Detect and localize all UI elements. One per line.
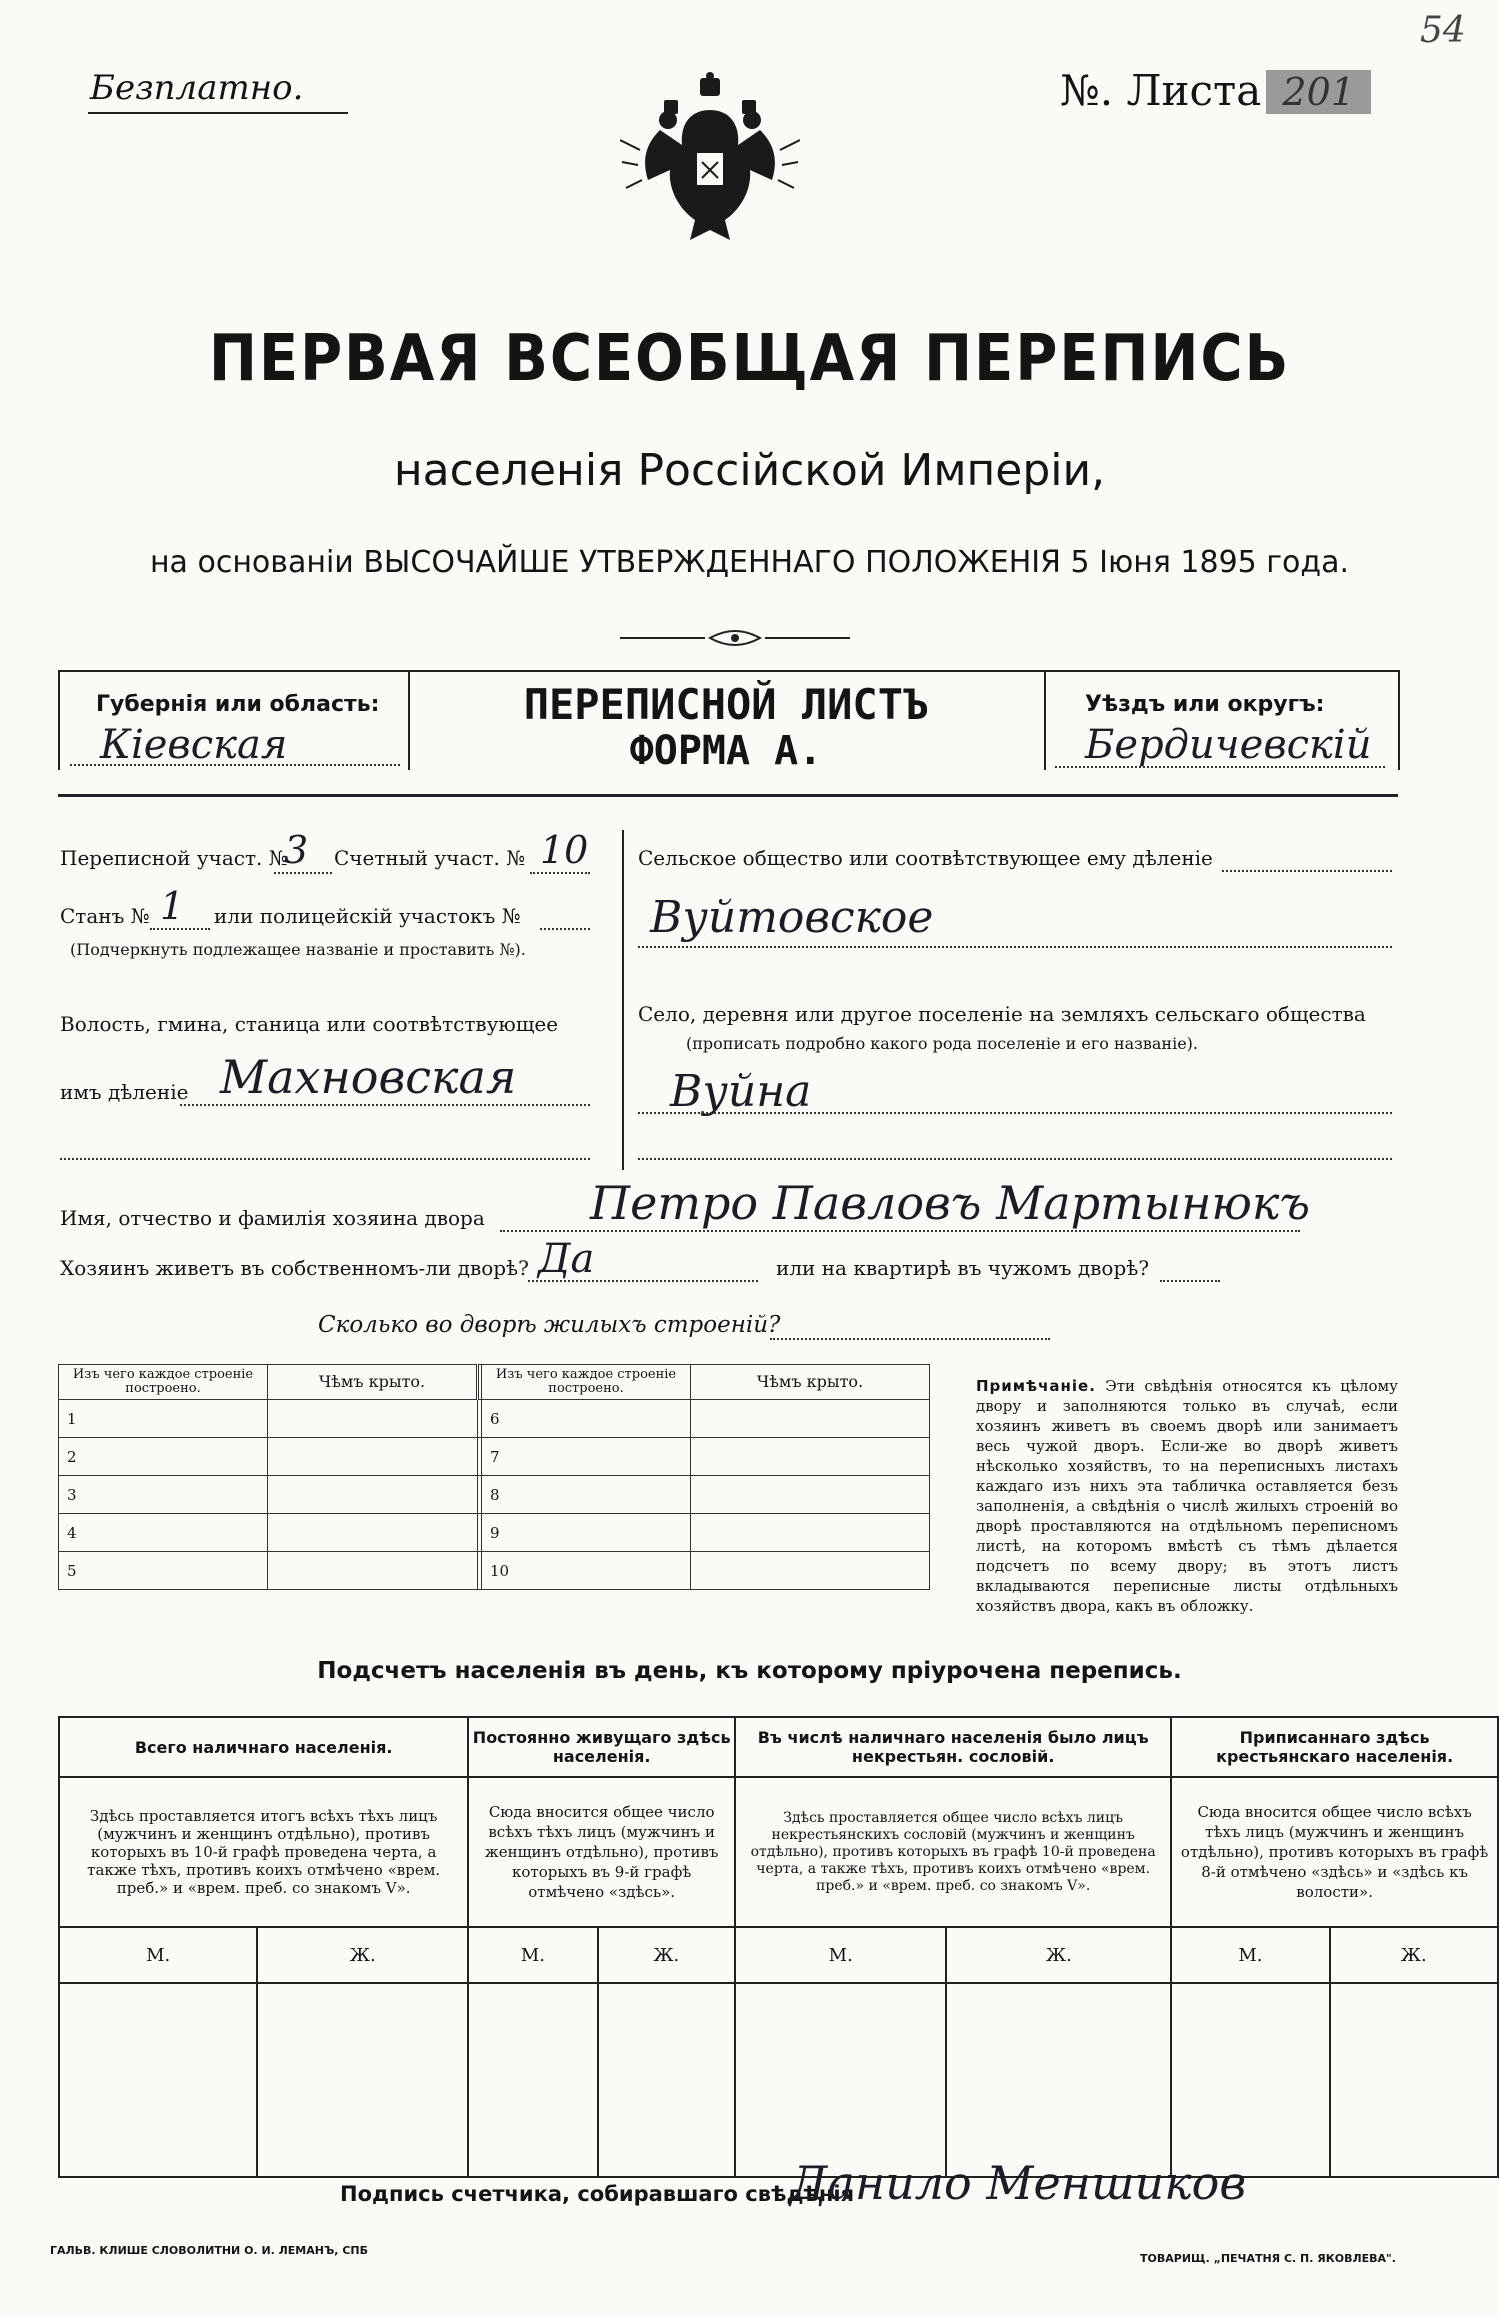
col-material-right: Изъ чего каждое строеніе построено. (482, 1365, 691, 1400)
volost-value: Махновская (220, 1050, 517, 1104)
legal-basis: на основаніи ВЫСОЧАЙШЕ УТВЕРЖДЕННАГО ПОЛОЖЕНІЯ 5 Іюня 1895 года. (149, 545, 1350, 580)
sheet-title: ПЕРЕПИСНОЙ ЛИСТЪ (523, 680, 929, 729)
village-label: Село, деревня или другое поселеніе на земляхъ сельскаго общества (638, 1002, 1366, 1026)
free-label: Безплатно. (90, 68, 304, 108)
census-area-label: Переписной участ. № (60, 846, 288, 870)
ornament-divider (620, 628, 850, 648)
row-number: 5 (59, 1552, 268, 1590)
society-value: Вуйтовское (650, 892, 934, 943)
note-title: Примѣчаніе. (976, 1377, 1096, 1395)
form-head-right-line (1398, 670, 1400, 770)
buildings-line (770, 1338, 1050, 1340)
sheet-number (1060, 66, 1371, 115)
population-heading: Подсчетъ населенія въ день, къ которому пріурочена перепись. (317, 1658, 1182, 1684)
form-head-left-line (58, 670, 60, 770)
col-roof-right: Чѣмъ крыто. (691, 1365, 930, 1400)
free-label-underline (88, 112, 348, 114)
owner-name-line (500, 1230, 1300, 1232)
counting-area-value: 10 (540, 828, 589, 872)
form-head-mid-right (1044, 670, 1046, 770)
signature-label: Подпись счетчика, собиравшаго свѣдѣнія (340, 2182, 855, 2206)
sheet-number-value: 201 (1266, 70, 1371, 114)
signature-value: Данило Меншиков (790, 2156, 1247, 2210)
double-headed-eagle-emblem (620, 70, 800, 250)
col-roof-left: Чѣмъ крыто. (268, 1365, 478, 1400)
province-line (70, 764, 400, 766)
owner-name-value: Петро Павловъ Мартынюкъ (590, 1176, 1311, 1230)
own-yard-value: Да (538, 1236, 595, 1282)
police-label: или полицейскій участокъ № (214, 904, 521, 928)
note-text: Эти свѣдѣнія относятся къ цѣлому двору и заполняются только въ случаѣ, если хозяинъ живетъ въ своемъ дворѣ или занимаетъ весь чужой дворъ. Если-же во дворѣ живетъ нѣсколько хозяйствъ, то на переписныхъ листахъ каждаго изъ нихъ эта табличка оставляется безъ заполненія, а свѣдѣнія о числѣ жилыхъ строеній во дворѣ проставляются на отдѣльномъ переписномъ листѣ, на которомъ вмѣстѣ съ тѣмъ дѣлается подсчетъ по всему двору; въ этотъ листъ вкладываются переписные листы отдѣльныхъ хозяйствъ двора, какъ въ обложку. (976, 1377, 1398, 1615)
female-header: Ж. (598, 1927, 736, 1983)
owner-name-label: Имя, отчество и фамилія хозяина двора (60, 1206, 485, 1230)
male-header: М. (468, 1927, 597, 1983)
table-row (59, 1552, 930, 1590)
village-note: (прописать подробно какого рода поселеніе и его названіе). (686, 1034, 1198, 1053)
row-number: 10 (482, 1552, 691, 1590)
row-number: 4 (59, 1514, 268, 1552)
col-permanent-title: Постоянно живущаго здѣсь населенія. (468, 1717, 735, 1777)
col-nonpeasant-title: Въ числѣ наличнаго населенія было лицъ некрестьян. сословій. (735, 1717, 1171, 1777)
col-nonpeasant-desc: Здѣсь проставляется общее число всѣхъ лицъ некрестьянскихъ сословій (мужчинъ и женщинъ отдѣльно), противъ которыхъ въ графѣ 10-й проведена черта, а также тѣхъ, противъ коихъ отмѣчено «врем. преб.» и «врем. преб. со знакомъ V». (735, 1777, 1171, 1927)
form-head-top-line (58, 670, 1398, 672)
province-value: Кіевская (100, 722, 288, 768)
volost-line-2 (60, 1158, 590, 1160)
own-yard-line (528, 1280, 758, 1282)
district-label: Уѣздъ или округъ: (1085, 692, 1325, 717)
population-values-row (59, 1983, 1498, 2177)
corner-marks: 54 (1420, 10, 1466, 51)
volost-line (180, 1104, 590, 1106)
col-total-desc: Здѣсь проставляется итогъ всѣхъ тѣхъ лицъ (мужчинъ и женщинъ отдѣльно), противъ которыхъ въ 10-й графѣ проведена черта, а также тѣхъ, противъ коихъ отмѣчено «врем. преб.» и «врем. преб. со знакомъ V». (59, 1777, 468, 1927)
own-yard-label: Хозяинъ живетъ въ собственномъ-ли дворѣ? (60, 1256, 529, 1280)
rent-line (1160, 1280, 1220, 1282)
village-line-2 (638, 1158, 1392, 1160)
row-number: 9 (482, 1514, 691, 1552)
col-registered-title: Приписаннаго здѣсь крестьянскаго населенія. (1171, 1717, 1498, 1777)
form-head-mid-left (408, 670, 410, 770)
col-registered-desc: Сюда вносится общее число всѣхъ тѣхъ лицъ (мужчинъ и женщинъ отдѣльно), противъ которыхъ въ графѣ 8-й отмѣчено «здѣсь» и «здѣсь къ волости». (1171, 1777, 1498, 1927)
counting-area-line (530, 872, 590, 874)
row-number: 2 (59, 1438, 268, 1476)
table-row (59, 1514, 930, 1552)
counting-area-label: Счетный участ. № (334, 846, 526, 870)
volost-label: Волость, гмина, станица или соотвѣтствующее (60, 1012, 559, 1036)
table-row (59, 1400, 930, 1438)
sheet-number-label: №. Листа (1060, 66, 1262, 115)
village-line (638, 1112, 1392, 1114)
female-header: Ж. (257, 1927, 468, 1983)
census-subtitle: населенія Россійской Имперіи, (393, 445, 1106, 496)
row-number: 7 (482, 1438, 691, 1476)
census-area-value: 3 (284, 828, 309, 872)
printer-right: ТОВАРИЩ. „ПЕЧАТНЯ С. П. ЯКОВЛЕВА". (1140, 2252, 1396, 2265)
male-header: М. (59, 1927, 257, 1983)
village-value: Вуйна (670, 1066, 812, 1117)
district-line (1055, 766, 1385, 768)
police-line (540, 928, 590, 930)
society-line (638, 946, 1392, 948)
stan-line (150, 928, 210, 930)
buildings-label: Сколько во дворѣ жилыхъ строеній? (318, 1312, 781, 1338)
underline-note: (Подчеркнуть подлежащее названіе и проставить №). (70, 940, 526, 959)
volost-label-2: имъ дѣленіе (60, 1080, 189, 1104)
male-header: М. (735, 1927, 946, 1983)
census-area-line (274, 872, 332, 874)
society-line-end (1222, 870, 1392, 872)
row-number: 1 (59, 1400, 268, 1438)
form-head-bottom-line (58, 794, 1398, 797)
table-row (59, 1438, 930, 1476)
col-total-title: Всего наличнаго населенія. (59, 1717, 468, 1777)
row-number: 8 (482, 1476, 691, 1514)
form-label: ФОРМА А. (629, 728, 823, 774)
population-table (58, 1716, 1499, 2178)
female-header: Ж. (1330, 1927, 1498, 1983)
census-title: ПЕРВАЯ ВСЕОБЩАЯ ПЕРЕПИСЬ (208, 322, 1291, 396)
female-header: Ж. (946, 1927, 1171, 1983)
row-number: 3 (59, 1476, 268, 1514)
rent-label: или на квартирѣ въ чужомъ дворѣ? (776, 1256, 1150, 1280)
table-row (59, 1476, 930, 1514)
district-value: Бердичевскій (1085, 722, 1372, 768)
col-material-left: Изъ чего каждое строеніе построено. (59, 1365, 268, 1400)
male-header: М. (1171, 1927, 1329, 1983)
printer-left: ГАЛЬВ. КЛИШЕ СЛОВОЛИТНИ О. И. ЛЕМАНЪ, СПБ (50, 2244, 368, 2257)
buildings-table (58, 1364, 930, 1590)
col-permanent-desc: Сюда вносится общее число всѣхъ тѣхъ лицъ (мужчинъ и женщинъ отдѣльно), противъ которыхъ въ 9-й графѣ отмѣчено «здѣсь». (468, 1777, 735, 1927)
stan-label: Станъ № (60, 904, 150, 928)
note-block (976, 1376, 1398, 1616)
society-label: Сельское общество или соотвѣтствующее ему дѣленіе (638, 846, 1213, 870)
stan-value: 1 (160, 884, 185, 928)
address-divider (622, 830, 624, 1170)
row-number: 6 (482, 1400, 691, 1438)
province-label: Губернія или область: (96, 692, 380, 717)
